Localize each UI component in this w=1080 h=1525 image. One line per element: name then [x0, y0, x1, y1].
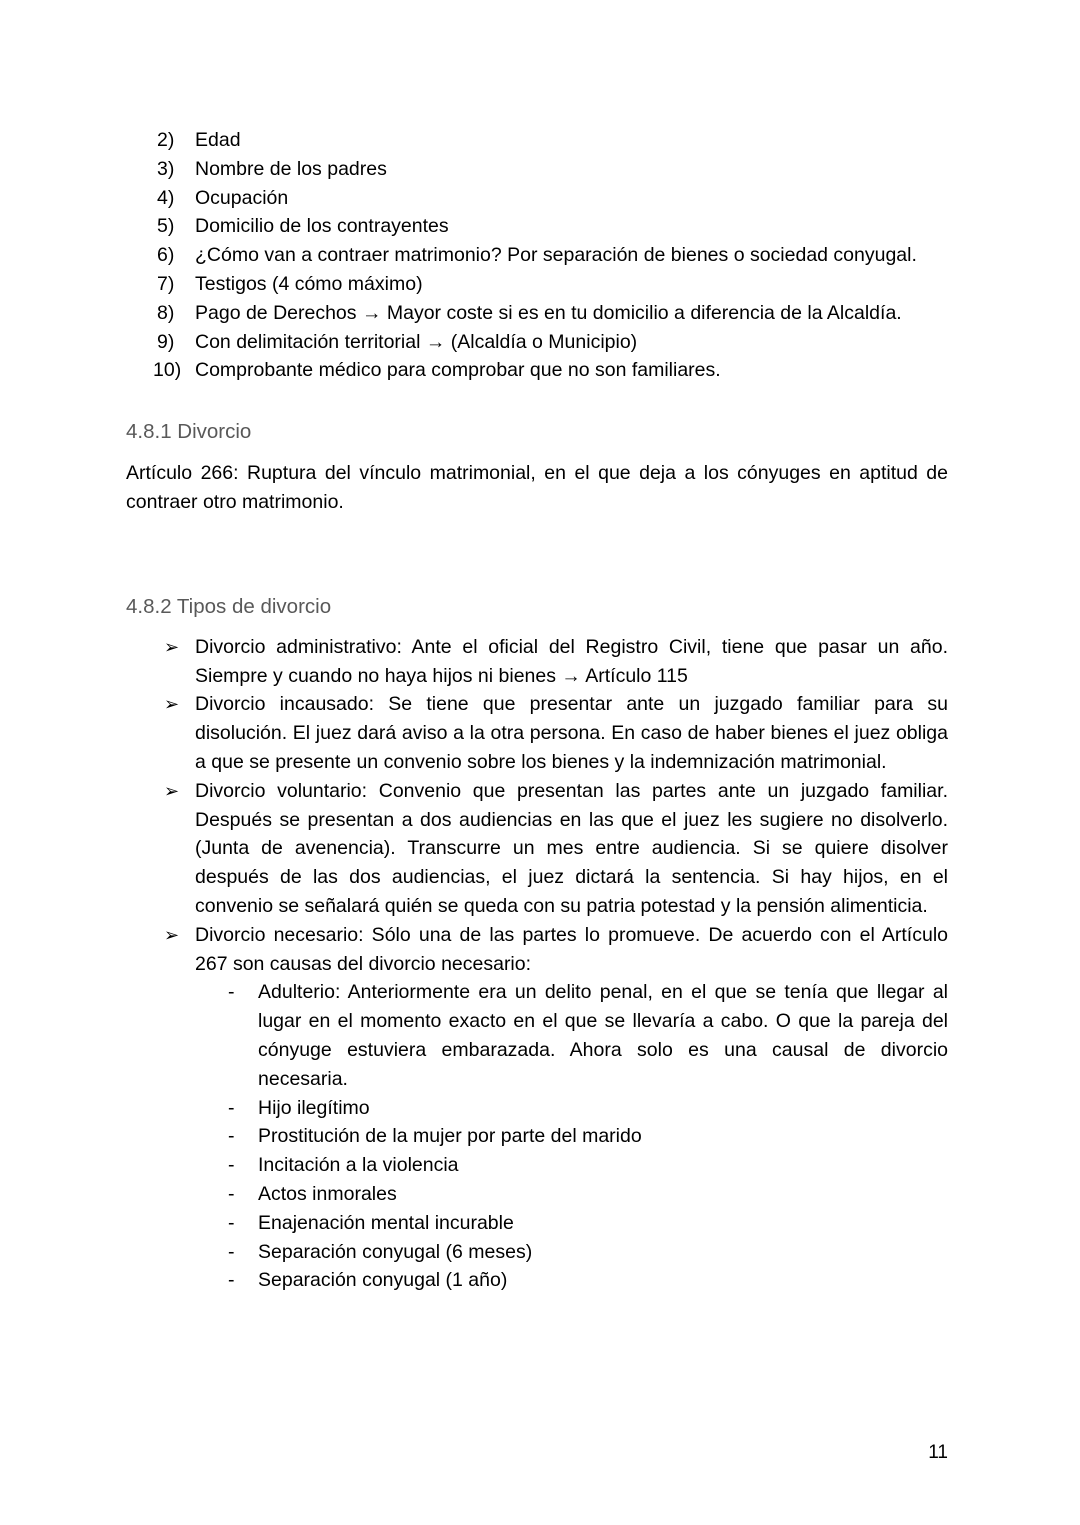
dash-bullet-icon: -	[228, 981, 235, 1004]
dash-bullet-icon: -	[228, 1154, 235, 1177]
list-item-text: Divorcio administrativo: Ante el oficial del Registro Civil, tiene que pasar un año. Siempre y cuando no haya hijos ni bienes → Artículo 115	[195, 635, 948, 687]
list-item-text: Incitación a la violencia	[258, 1154, 459, 1177]
list-item	[126, 978, 948, 1093]
list-item-text: Enajenación mental incurable	[258, 1211, 514, 1234]
list-item	[126, 1266, 948, 1295]
section-4-8-1-paragraph: Artículo 266: Ruptura del vínculo matrimonial, en el que deja a los cónyuges en aptitud de contraer otro matrimonio.	[126, 462, 948, 513]
list-item	[126, 1151, 948, 1180]
list-item-text: Edad	[195, 129, 241, 151]
list-item-text: Con delimitación territorial → (Alcaldía o Municipio)	[195, 330, 638, 353]
dash-bullet-icon: -	[228, 1211, 235, 1234]
list-marker: 2)	[157, 129, 175, 151]
list-item-text: Domicilio de los contrayentes	[195, 215, 449, 238]
dash-bullet-icon: -	[228, 1269, 235, 1292]
list-item-text: Hijo ilegítimo	[258, 1096, 370, 1119]
list-item	[126, 299, 948, 328]
list-item	[126, 1122, 948, 1151]
section-heading-4-8-1: 4.8.1 Divorcio	[126, 420, 252, 444]
arrow-bullet-icon: ➢	[164, 694, 180, 715]
list-marker: 8)	[157, 301, 175, 324]
list-item-text: Ocupación	[195, 186, 289, 209]
section-heading-4-8-2: 4.8.2 Tipos de divorcio	[126, 594, 332, 618]
list-item-text: Divorcio voluntario: Convenio que presentan las partes ante un juzgado familiar. Después se presentan a dos audiencias en las que el juez les sugiere no disolverlo. (Junta de avenencia). Transcurre un mes entre audiencia. Si se quiere disolver después de las dos audiencias, el juez dictará la sentencia. Si hay hijos, en el convenio se señalará quién se queda con su patria potestad y la pensión alimenticia.	[195, 779, 948, 917]
dash-bullet-icon: -	[228, 1182, 235, 1205]
list-item-text: Nombre de los padres	[195, 157, 387, 180]
list-item	[126, 1094, 948, 1123]
list-item	[126, 921, 948, 979]
requirements-numbered-list	[126, 126, 948, 385]
list-item-text: Divorcio incausado: Se tiene que presentar ante un juzgado familiar para su disolución. El juez dará aviso a la otra persona. En caso de haber bienes el juez obliga a que se presente un convenio sobre los bienes y la indemnización matrimonial.	[195, 693, 948, 773]
dash-bullet-icon: -	[228, 1240, 235, 1263]
list-item-text: Adulterio: Anteriormente era un delito penal, en el que se tenía que llegar al lugar en el momento exacto en el que se llevaría a cabo. O que la pareja del cónyuge estuviera embarazada. Ahora solo es una causal de divorcio necesaria.	[258, 981, 948, 1090]
list-item	[126, 1180, 948, 1209]
list-item	[126, 1209, 948, 1238]
list-item-text: Prostitución de la mujer por parte del marido	[258, 1125, 642, 1148]
list-item	[126, 356, 948, 385]
list-marker: 5)	[157, 215, 175, 238]
arrow-bullet-icon: ➢	[164, 636, 180, 657]
list-item	[126, 328, 948, 357]
list-item-text: ¿Cómo van a contraer matrimonio? Por separación de bienes o sociedad conyugal.	[195, 244, 917, 267]
list-item	[126, 270, 948, 299]
list-marker: 4)	[157, 186, 175, 209]
list-item-text: Divorcio necesario: Sólo una de las partes lo promueve. De acuerdo con el Artículo 267 son causas del divorcio necesario:	[195, 923, 948, 975]
divorce-types-list	[126, 633, 948, 979]
list-item-text: Separación conyugal (1 año)	[258, 1269, 508, 1292]
page-number: 11	[928, 1442, 948, 1463]
list-marker: 7)	[157, 272, 175, 295]
list-item	[126, 155, 948, 184]
list-item	[126, 777, 948, 921]
list-item-text: Pago de Derechos → Mayor coste si es en tu domicilio a diferencia de la Alcaldía.	[195, 301, 902, 324]
list-item	[126, 184, 948, 213]
list-item-text: Comprobante médico para comprobar que no son familiares.	[195, 359, 721, 382]
dash-bullet-icon: -	[228, 1096, 235, 1119]
dash-bullet-icon: -	[228, 1125, 235, 1148]
list-item-text: Actos inmorales	[258, 1182, 397, 1205]
list-item-text: Testigos (4 cómo máximo)	[195, 272, 423, 295]
arrow-bullet-icon: ➢	[164, 924, 180, 945]
list-marker: 10)	[153, 359, 182, 382]
list-item-text: Separación conyugal (6 meses)	[258, 1240, 533, 1263]
list-marker: 3)	[157, 157, 175, 180]
list-item	[126, 1238, 948, 1267]
arrow-bullet-icon: ➢	[164, 780, 180, 801]
list-item	[126, 241, 948, 270]
divorce-causes-sublist	[126, 978, 948, 1295]
list-item	[126, 690, 948, 776]
page-content	[126, 126, 948, 1295]
list-item	[126, 212, 948, 241]
list-marker: 9)	[157, 330, 175, 353]
list-marker: 6)	[157, 244, 175, 267]
list-item	[126, 126, 948, 155]
list-item	[126, 633, 948, 691]
